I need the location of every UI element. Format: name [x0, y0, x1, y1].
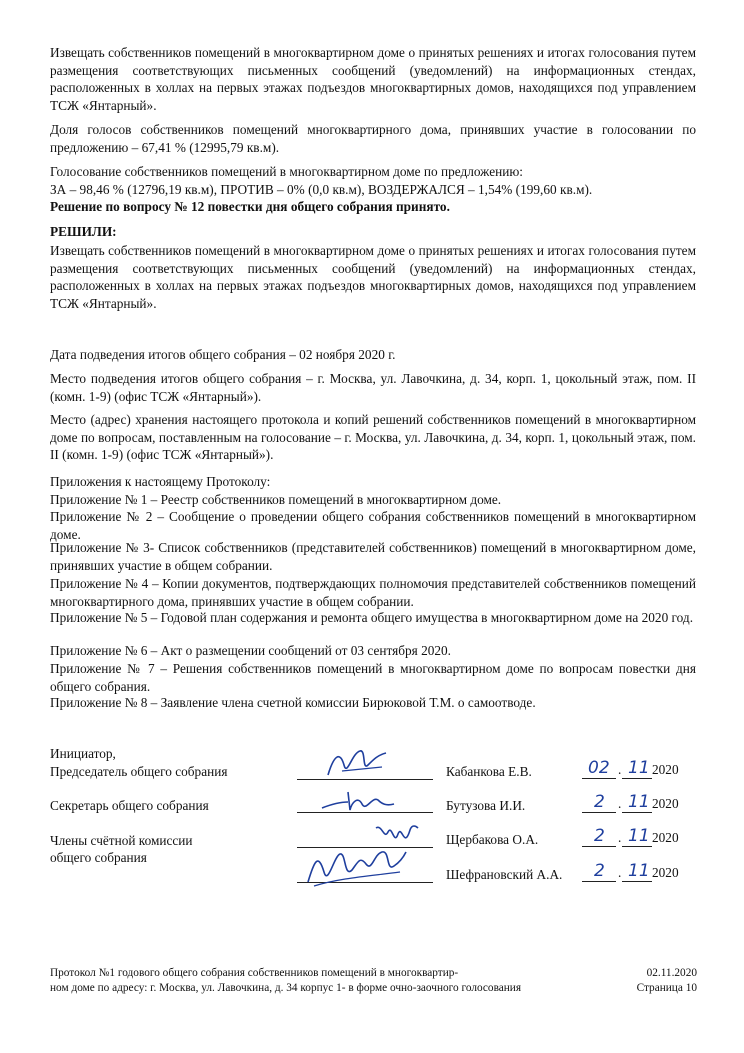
date-month: 11: [628, 758, 650, 778]
footer-protocol-line-2: ном доме по адресу: г. Москва, ул. Лавочкина, д. 34 корпус 1- в форме очно-заочного голосования: [50, 982, 522, 994]
signatory-name: Бутузова И.И.: [446, 798, 526, 813]
commission-signature-2: [300, 842, 410, 894]
appendix-item: Приложение № 1 – Реестр собственников помещений в многоквартирном доме.: [50, 492, 502, 507]
appendix-item: Приложение № 5 – Годовой план содержания и ремонта общего имущества в многоквартирном доме на 2020 год.: [50, 610, 694, 625]
signatory-name: Кабанкова Е.В.: [446, 764, 532, 779]
results-date: Дата подведения итогов общего собрания – 02 ноября 2020 г.: [50, 347, 396, 362]
results-place: Место подведения итогов общего собрания – г. Москва, ул. Лавочкина, д. 34, корп. 1, цокольный этаж, пом. II (комн. 1-9) (офис ТСЖ «Янтарный»).: [50, 371, 696, 404]
signature-date: 2 . 11 2020: [582, 796, 692, 816]
signature-date: 02 . 11 2020: [582, 762, 692, 782]
date-day: 2: [594, 792, 605, 812]
signatory-name: Щербакова О.А.: [446, 832, 539, 847]
signatory-name: Шефрановский А.А.: [446, 867, 563, 882]
date-month: 11: [628, 826, 650, 846]
appendix-item: Приложение № 3- Список собственников (представителей собственников) помещений в многоквартирном доме, принявших участие в общем собрании.: [50, 540, 696, 573]
paragraph-notify: Извещать собственников помещений в многоквартирном доме о принятых решениях и итогах голосования путем размещения соответствующих письменных сообщений (уведомлений) на информационных стендах, расположенных в холлах на первых этажах подъездов многоквартирных домов, находящихся под управлением ТСЖ «Янтарный».: [50, 45, 696, 113]
footer-date: 02.11.2020: [646, 967, 697, 979]
date-day: 02: [588, 758, 610, 778]
initiator-label: Инициатор,: [50, 746, 116, 761]
appendix-item: Приложение № 2 – Сообщение о проведении общего собрания собственников помещений в многоквартирном доме.: [50, 509, 696, 542]
chair-signature: [322, 745, 392, 787]
signature-date: 2 . 11 2020: [582, 830, 692, 850]
page-number: Страница 10: [636, 982, 697, 994]
date-month: 11: [628, 861, 650, 881]
vote-results-intro: Голосование собственников помещений в многоквартирном доме по предложению:: [50, 164, 523, 179]
resolved-heading: РЕШИЛИ:: [50, 224, 117, 239]
date-year: 2020: [652, 762, 679, 777]
date-year: 2020: [652, 796, 679, 811]
appendix-item: Приложение № 7 – Решения собственников помещений в многоквартирном доме по вопросам повестки дня общего собрания.: [50, 661, 696, 694]
storage-place: Место (адрес) хранения настоящего протокола и копий решений собственников помещений в многоквартирном доме по вопросам, поставленным на голосование – г. Москва, ул. Лавочкина, д. 34, корп. 1, цокольный этаж, пом. II (комн. 1-9) (офис ТСЖ «Янтарный»).: [50, 412, 696, 462]
decision-statement: Решение по вопросу № 12 повестки дня общего собрания принято.: [50, 199, 450, 214]
appendix-item: Приложение № 8 – Заявление члена счетной комиссии Бирюковой Т.М. о самоотводе.: [50, 695, 536, 710]
footer-protocol-line-1: Протокол №1 годового общего собрания собственников помещений в многоквартир-: [50, 967, 459, 979]
paragraph-vote-share: Доля голосов собственников помещений многоквартирного дома, принявших участие в голосовании по предложению – 67,41 % (12995,79 кв.м).: [50, 122, 696, 155]
secretary-signature: [318, 786, 398, 820]
date-year: 2020: [652, 865, 679, 880]
appendix-item: Приложение № 6 – Акт о размещении сообщений от 03 сентября 2020.: [50, 643, 451, 658]
date-year: 2020: [652, 830, 679, 845]
date-day: 2: [594, 826, 605, 846]
appendix-item: Приложение № 4 – Копии документов, подтверждающих полномочия представителей собственников помещений многоквартирного дома, принявших участие в общем собрании.: [50, 576, 696, 609]
signature-date: 2 . 11 2020: [582, 865, 692, 885]
paragraph-resolved-notify: Извещать собственников помещений в многоквартирном доме о принятых решениях и итогах голосования путем размещения соответствующих письменных сообщений (уведомлений) на информационных стендах, расположенных в холлах на первых этажах подъездов многоквартирных домов, находящихся под управлением ТСЖ «Янтарный».: [50, 243, 696, 311]
chair-label: Председатель общего собрания: [50, 764, 228, 779]
appendices-heading: Приложения к настоящему Протоколу:: [50, 474, 271, 489]
date-day: 2: [594, 861, 605, 881]
secretary-label: Секретарь общего собрания: [50, 798, 209, 813]
date-month: 11: [628, 792, 650, 812]
vote-results: ЗА – 98,46 % (12796,19 кв.м), ПРОТИВ – 0% (0,0 кв.м), ВОЗДЕРЖАЛСЯ – 1,54% (199,60 кв.м).: [50, 182, 593, 197]
commission-label-2: общего собрания: [50, 850, 147, 865]
commission-label: Члены счётной комиссии: [50, 833, 193, 848]
